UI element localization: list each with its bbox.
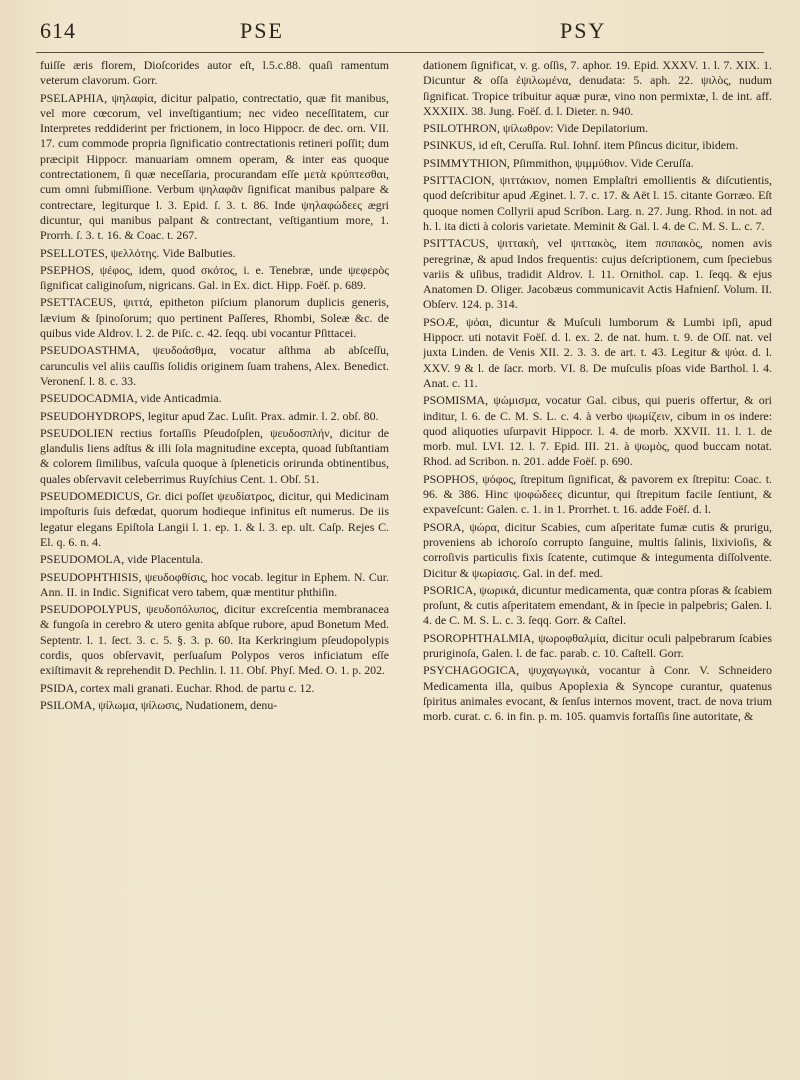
dictionary-entry: PSILOTHRON, ψίλωθρον: Vide Depilatorium. <box>423 121 649 136</box>
dictionary-entry: PSOROPHTHALMIA, ψωροφθαλμία, dicitur oculi palpebrarum ſcabies pruriginoſa, Galen. l. de fac. parab. c. 10. Caſtell. Gorr. <box>423 630 772 660</box>
dictionary-entry: PSEUDOPHTHISIS, ψευδοφθίσις, hoc vocab. legitur in Ephem. N. Cur. Ann. II. in Indic. Significat vero tabem, quæ mentitur phthiſin. <box>40 569 389 599</box>
dictionary-entry: PSEUDOLIEN rectius fortaſſis Pſeudoſplen, ψευδοσπλήν, dicitur de glandulis liens adſtus & illi ſola magnitudine excepta, quoad ſubſtantiam & colorem ſimilibus, vaſcula quoque à ſpleneticis orirunda obtinentibus, quales obſervavit celeberrimus Ruyſchius Cent. 1. Obſ. 51. <box>40 425 389 486</box>
dictionary-entry: PSEUDOHYDROPS, legitur apud Zac. Luſit. Prax. admir. l. 2. obſ. 80. <box>40 408 379 423</box>
page-number: 614 <box>40 18 76 43</box>
dictionary-entry: PSEUDOCADMIA, vide Anticadmia. <box>40 391 222 406</box>
dictionary-entry: PSORICA, ψωρικά, dicuntur medicamenta, quæ contra pſoras & ſcabiem proſunt, & cutis aſperitatem emendant, & in ſpecie in palpebris; Galen. l. 4. de C. M. S. L. c. 3. ſeqq. Gorr. & Caſtel. <box>423 582 772 628</box>
dictionary-entry: PSITTACUS, ψιττακὴ, vel ψιττακὸς, item πσιπακὸς, nomen avis peregrinæ, & apud Indos frequentis: cujus deſcriptionem, cum ſpeciebus variis & uſibus, tradidit Aldrov. l. 11. Ornithol. cap. 1. ſeqq. & ejus Anatomen D. Oliger. Jacobæus communicavit Actis Hafnienſ. Volum. II. Obſerv. 124. p. 314. <box>423 236 772 312</box>
header-rule <box>36 52 764 53</box>
dictionary-entry: PSILOMA, ψίλωμα, ψίλωσις, Nudationem, denu- <box>40 697 278 712</box>
dictionary-entry: PSETTACEUS, ψιττά, epitheton piſcium planorum duplicis generis, lævium & ſpinoſorum; quo pertinent Paſſeres, Rhombi, Soleæ &c. de quibus vide Aldrov. l. 2. de Piſc. c. 42. ſeqq. ubi vocantur Pſittacei. <box>40 295 389 341</box>
dictionary-entry: PSIDA, cortex mali granati. Euchar. Rhod. de partu c. 12. <box>40 680 315 695</box>
dictionary-entry: PSYCHAGOGICA, ψυχαγωγικὰ, vocantur à Conr. V. Schneidero Medicamenta illa, quibus Apoplexia & Syncope curantur, quatenus ſpiritus animales evocant, & ſenſus internos movent, tract. de nova trium morb. curat. c. 6. in fin. p. m. 105. quamvis fortaſſis ſine autoritate, & <box>423 663 772 724</box>
dictionary-entry: PSEPHOS, ψέφος, idem, quod σκότος, i. e. Tenebræ, unde ψεφερὸς ſignificat caliginoſum, nigricans. Gal. in Ex. dict. Hipp. Foëſ. p. 689. <box>40 262 389 293</box>
dictionary-entry: PSEUDOMOLA, vide Placentula. <box>40 552 204 567</box>
dictionary-entry: PSEUDOMEDICUS, Gr. dici poſſet ψευδίατρος, dicitur, qui Medicinam impoſturis ſuis defœdat, quorum hodieque infinitus eſt numerus. De iis legatur elegans Epiſtola Langii l. 1. ep. 1. & l. 3. ep. ult. Caſp. Rejes C. El. q. 6. n. 4. <box>40 489 389 549</box>
dictionary-entry: fuiſſe æris florem, Dioſcorides autor eſt, l.5.c.88. quaſi ramentum veterum clavorum. Gorr. <box>40 58 389 88</box>
right-column <box>423 58 772 1060</box>
guide-word-right: PSY <box>560 18 607 43</box>
dictionary-entry: PSORA, ψώρα, dicitur Scabies, cum aſperitate fumæ cutis & prurigu, proveniens ab ichoroſo corrupto ſanguine, multis ſalinis, lixivioſis, & corroſivis particulis fixis ſcatente, cutimque & integumenta diſſolvente. Dicitur & ψωρίασις. Gal. in def. med. <box>423 519 772 580</box>
dictionary-entry: PSELAPHIA, ψηλαφία, dicitur palpatio, contrectatio, quæ fit manibus, vel more cœcorum, vel inveſtigantium; nec video neceſſitatem, cur Interpretes reddiderint per frictionem, in loco Hippocr. de dec. orn. VII. 17. cum commode propria ſignificatio contrectationis retineri poſſit; dum præcipit Hippocr. manuariam omnem operam, & inter eas quoque contrectationem, ſi quæ neceſſaria, procurandam eſſe μετὰ κρύπτεσθαι, cum omni ſubmiſſione. Verbum ψηλαφᾶν ſignificat manibus palpare & contrectare, legiturque l. 3. Epid. ſ. 3. t. 86. Inde ψηλαφώδεες ægri dicuntur, qui manibus palpant & contrectant, veſtigantium more, 1. Prorrh. ſ. 3. t. 16. & Coac. t. 267. <box>40 90 389 243</box>
dictionary-entry: PSEUDOASTHMA, ψευδοάσθμα, vocatur aſthma ab abſceſſu, carunculis vel aliis cauſſis ſolidis originem ſuam trahens, Alex. Benedict. Veronenſ. l. 8. c. 33. <box>40 343 389 388</box>
dictionary-entry: PSEUDOPOLYPUS, ψευδοπόλυπος, dicitur excreſcentia membranacea & fungoſa in cerebro & utero genita abſque rubore, apud Bonetum Med. Septentr. l. 1. ſect. 3. c. 5. §. 3. p. 60. Ita Kerkringium pſeudopolypis cordis, quos obſervavit, perſuaſum Polypos veros inficiatum eſſe exiſtimavit & reprehendit D. Pechlin. l. 11. Obſ. Phyſ. Med. O. 1. p. 202. <box>40 602 389 678</box>
guide-word-left: PSE <box>240 18 284 43</box>
left-column <box>40 58 389 1060</box>
text-columns <box>40 58 772 1060</box>
dictionary-entry: PSITTACION, ψιττάκιον, nomen Emplaſtri emollientis & diſcutientis, quod deſcribitur apud Æginet. l. 7. c. 17. & Aët l. 15. citante Gorræo. Eſt quoque nomen Collyrii apud Scribon. Larg. n. 27. Jung. Rhod. in not. ad h. l. ita dicti à coloris varietate. Meminit & Gal. l. 4. de C. M. S. L. c. 7. <box>423 173 772 233</box>
dictionary-entry: PSINKUS, id eſt, Ceruſſa. Rul. Iohnſ. item Pſincus dicitur, ibidem. <box>423 138 739 153</box>
page-header <box>40 18 760 54</box>
dictionary-entry: PSELLOTES, ψελλότης. Vide Balbuties. <box>40 245 236 260</box>
dictionary-entry: dationem ſignificat, v. g. oſſis, 7. aphor. 19. Epid. XXXV. 1. l. 7. XIX. 1. Dicuntur & oſſa ἐψιλωμένα, denudata: 5. aph. 22. ψιλὸς, nudum ſignificat. Tropice tribuitur aquæ puræ, vino non permixtæ, l. de int. aff. XXXIIX. 38. Jung. Foëſ. d. l. Dieter. n. 940. <box>423 58 772 118</box>
dictionary-entry: PSIMMYTHION, Pſimmithon, ψιμμύθιον. Vide Ceruſſa. <box>423 155 694 170</box>
dictionary-entry: PSOPHOS, ψόφος, ſtrepitum ſignificat, & pavorem ex ſtrepitu: Coac. t. 96. & 386. Hinc ψοφώδεες dicuntur, qui ſtrepitum facile ſentiunt, & expaveſcunt: Galen. c. 1. in 1. Prorrhet. t. 16. adde Foëſ. d. l. <box>423 471 772 517</box>
dictionary-entry: PSOÆ, ψόαι, dicuntur & Muſculi lumborum & Lumbi ipſi, apud Hippocr. uti notavit Foëſ. d. l. ex. 2. de nat. hum. t. 9. de Oſſ. nat. vel juxta Linden. de Venis XII. 2. 3. 3. de art. t. 43. Legitur & ψύα. d. l. XXV. 9 & l. de ſacr. morb. VI. 8. De muſculis pſoas vide Barthol. l. 4. Anat. c. 11. <box>423 314 772 390</box>
dictionary-entry: PSOMISMA, ψώμισμα, vocatur Gal. cibus, qui pueris offertur, & ori inditur, l. 6. de C. M. S. L. c. 4. à verbo ψωμίζειν, cibum in os indere: quod aliquoties uſurpavit Hippocr. l. 4. de morb. XXVII. 11. l. 1. de morb. mul. LVI. 12. l. 7. Epid. III. 21. à ψωμὸς, quod buccam notat. Rhod. ad Scribon. n. 201. adde Foëſ. p. 690. <box>423 393 772 469</box>
